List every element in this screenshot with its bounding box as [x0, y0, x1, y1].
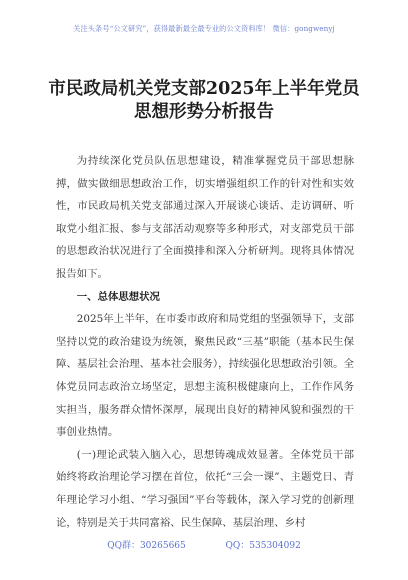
body-paragraph: (一)理论武装入脑入心，思想铸魂成效显著。全体党员干部始终将政治理论学习摆在首位，依托“三会一课”、主题党日、青年理论学习小组、“学习强国”平台等载体，深入学习党的创新理论，特别是关于共同富裕、民生保障、基层治理、乡村	[56, 448, 354, 529]
title-line-2: 思想形势分析报告	[134, 102, 274, 122]
document-body	[56, 150, 354, 534]
document-title	[40, 78, 368, 124]
qq-number-label: QQ：535304092	[225, 541, 301, 551]
top-banner: 关注头条号“公文研究”，获得最新最全最专业的公文资料库！ 微信：gongwenyj	[73, 24, 335, 33]
qq-group-label: QQ群：30265665	[107, 541, 186, 551]
footer	[0, 538, 408, 551]
title-line-1: 市民政局机关党支部2025年上半年党员	[48, 79, 360, 99]
section-heading: 一、总体思想状况	[76, 290, 160, 303]
intro-paragraph: 为持续深化党员队伍思想建设，精准掌握党员干部思想脉搏，做实做细思想政治工作，切实增强组织工作的针对性和实效性，市民政局机关党支部通过深入开展谈心谈话、走访调研、听取党小组汇报、参与支部活动观察等多种形式，对支部党员干部的思想政治状况进行了全面摸排和深入分析研判。现将具体情况报告如下。	[56, 155, 354, 280]
body-paragraph: 2025年上半年，在市委市政府和局党组的坚强领导下，支部坚持以党的政治建设为统领，聚焦民政“三基”职能（基本民生保障、基层社会治理、基本社会服务），持续强化思想政治引领。全体党员同志政治立场坚定，思想主流积极健康向上，工作作风务实担当，服务群众情怀深厚，展现出良好的精神风貌和强烈的干事创业热情。	[56, 313, 354, 439]
